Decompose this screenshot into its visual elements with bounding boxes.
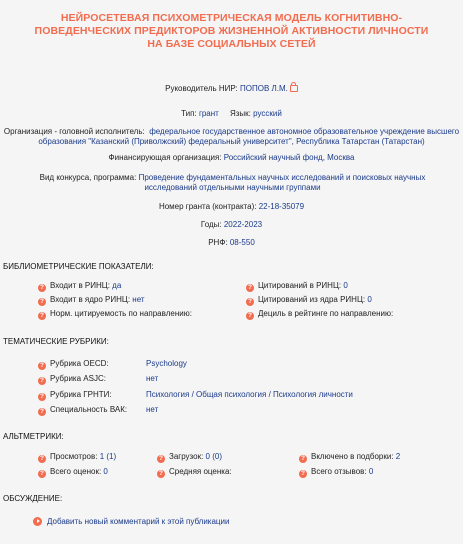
help-icon[interactable]: ?: [157, 470, 165, 478]
help-icon[interactable]: ?: [38, 362, 46, 370]
grant-number: Номер гранта (контракта): 22-18-35079: [158, 202, 305, 211]
altm-reviews: ? Всего отзывов: 0: [301, 467, 374, 477]
help-icon[interactable]: ?: [38, 455, 46, 463]
help-icon[interactable]: ?: [157, 455, 165, 463]
grnti-link-general[interactable]: Общая психология: [196, 390, 267, 399]
rubrics-header: ТЕМАТИЧЕСКИЕ РУБРИКИ:: [3, 337, 109, 346]
grnti-link-personality[interactable]: Психология личности: [273, 390, 353, 399]
altm-avg: ? Средняя оценка:: [159, 467, 232, 477]
rubric-grnti-links: Психология / Общая психология / Психология личности: [146, 390, 353, 399]
type-language: Тип: грант Язык: русский: [181, 109, 282, 118]
altm-ratings: ? Всего оценок: 0: [40, 467, 108, 477]
help-icon[interactable]: ?: [38, 470, 46, 478]
add-comment-link[interactable]: Добавить новый комментарий к этой публикации: [47, 517, 230, 526]
biblio-decile: ? Дециль в рейтинге по направлению:: [248, 309, 394, 319]
years: Годы: 2022-2023: [200, 220, 263, 229]
rubric-oecd-link[interactable]: Psychology: [146, 359, 187, 368]
altmetrics-header: АЛЬТМЕТРИКИ:: [3, 432, 64, 441]
rubric-oecd: ? Рубрика OECD:: [40, 359, 109, 369]
grnti-link-psychology[interactable]: Психология: [146, 390, 190, 399]
funder-link[interactable]: Российский научный фонд, Москва: [223, 153, 355, 162]
biblio-header: БИБЛИОМЕТРИЧЕСКИЕ ПОКАЗАТЕЛИ:: [3, 262, 154, 271]
add-comment[interactable]: [33, 517, 229, 527]
biblio-rinc: ? Входит в РИНЦ: да: [40, 281, 122, 291]
help-icon[interactable]: ?: [38, 408, 46, 416]
biblio-cit-rinc: ? Цитирований в РИНЦ: 0: [248, 281, 348, 291]
lock-icon: [290, 85, 298, 92]
biblio-norm: ? Норм. цитируемость по направлению:: [40, 309, 192, 319]
funder: Финансирующая организация: Российский научный фонд, Москва: [108, 153, 355, 162]
organization-link[interactable]: федеральное государственное автономное образовательное учреждение высшего образования "Казанский (Приволжский) федеральный университет", Республика Татарстан (Татарстан): [38, 127, 460, 146]
help-icon[interactable]: ?: [246, 284, 254, 292]
help-icon[interactable]: ?: [38, 377, 46, 385]
help-icon[interactable]: ?: [38, 298, 46, 306]
altm-collections: ? Включено в подборки: 2: [301, 452, 401, 462]
project-head: Руководитель НИР: ПОПОВ Л.М.: [0, 84, 463, 93]
help-icon[interactable]: ?: [38, 312, 46, 320]
page-title: НЕЙРОСЕТЕВАЯ ПСИХОМЕТРИЧЕСКАЯ МОДЕЛЬ КОГНИТИВНО-ПОВЕДЕНЧЕСКИХ ПРЕДИКТОРОВ ЖИЗНЕННОЙ АКТИВНОСТИ ЛИЧНОСТИ НА БАЗЕ СОЦИАЛЬНЫХ СЕТЕЙ: [34, 12, 429, 50]
biblio-cit-core: ? Цитирований из ядра РИНЦ: 0: [248, 295, 372, 305]
rnf: РНФ: 08-550: [208, 238, 255, 247]
help-icon[interactable]: ?: [246, 298, 254, 306]
biblio-core: ? Входит в ядро РИНЦ: нет: [40, 295, 145, 305]
help-icon[interactable]: ?: [38, 284, 46, 292]
help-icon[interactable]: ?: [299, 470, 307, 478]
help-icon[interactable]: ?: [299, 455, 307, 463]
discussion-header: ОБСУЖДЕНИЕ:: [3, 494, 63, 503]
altm-downloads: ? Загрузок: 0 (0): [159, 452, 222, 462]
organization: Организация - головной исполнитель: федеральное государственное автономное образовательное учреждение высшего образования "Казанский (Приволжский) федеральный университет", Республика Татарстан (Татарстан): [3, 127, 460, 146]
rubric-grnti: ? Рубрика ГРНТИ:: [40, 390, 112, 400]
head-link[interactable]: ПОПОВ Л.М.: [240, 84, 288, 93]
play-icon: [33, 517, 42, 526]
altm-views: ? Просмотров: 1 (1): [40, 452, 117, 462]
contest: Вид конкурса, программа: Проведение фундаментальных научных исследований и поисковых научных исследований отдельными научными группами: [39, 173, 426, 192]
help-icon[interactable]: ?: [246, 312, 254, 320]
rubric-vak: ? Специальность ВАК:: [40, 405, 128, 415]
help-icon[interactable]: ?: [38, 393, 46, 401]
rubric-asjc: ? Рубрика ASJC:: [40, 374, 106, 384]
